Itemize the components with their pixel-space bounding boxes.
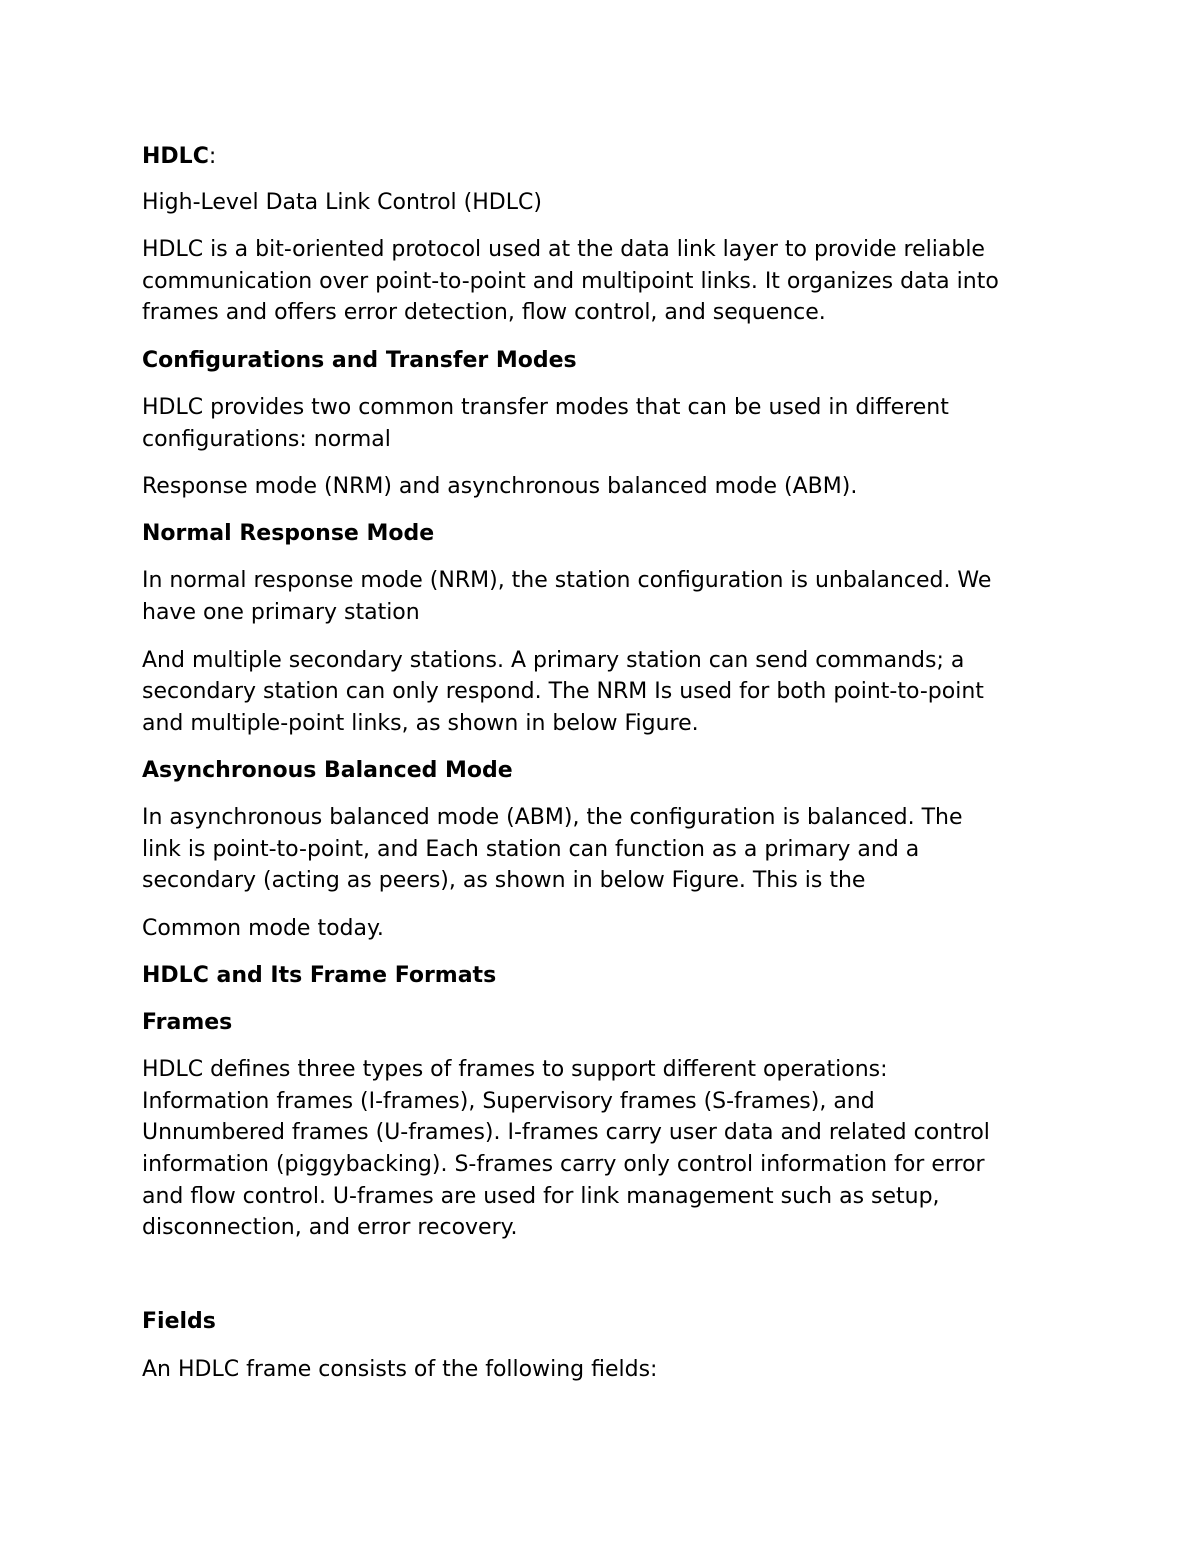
nrm-paragraph-line: And multiple secondary stations. A primary station can send commands; a: [142, 648, 965, 673]
abm-paragraph-line: secondary (acting as peers), as shown in below Figure. This is the: [142, 868, 866, 893]
abm-paragraph-line: link is point-to-point, and Each station can function as a primary and a: [142, 837, 920, 862]
fields-paragraph-line: An HDLC frame consists of the following fields:: [142, 1357, 658, 1382]
document-subtitle: High-Level Data Link Control (HDLC): [142, 190, 542, 215]
section-heading-frames: Frames: [142, 1010, 233, 1035]
nrm-paragraph-line: In normal response mode (NRM), the station configuration is unbalanced. We: [142, 568, 992, 593]
section-heading-configurations: Configurations and Transfer Modes: [142, 348, 577, 373]
title-colon: :: [208, 144, 217, 169]
config-paragraph-line: HDLC provides two common transfer modes that can be used in different: [142, 395, 949, 420]
section-heading-nrm: Normal Response Mode: [142, 521, 435, 546]
nrm-paragraph-line: and multiple-point links, as shown in below Figure.: [142, 711, 699, 736]
abm-paragraph-line: Common mode today.: [142, 916, 384, 941]
section-heading-frame-formats: HDLC and Its Frame Formats: [142, 963, 497, 988]
intro-line: communication over point-to-point and multipoint links. It organizes data into: [142, 269, 999, 294]
frames-paragraph-line: information (piggybacking). S-frames carry only control information for error: [142, 1152, 985, 1177]
frames-paragraph-line: HDLC defines three types of frames to support different operations:: [142, 1057, 888, 1082]
section-heading-abm: Asynchronous Balanced Mode: [142, 758, 513, 783]
frames-paragraph-line: and flow control. U-frames are used for link management such as setup,: [142, 1184, 940, 1209]
section-heading-fields: Fields: [142, 1309, 216, 1334]
document-title: [142, 141, 216, 173]
frames-paragraph-line: Unnumbered frames (U-frames). I-frames carry user data and related control: [142, 1120, 990, 1145]
nrm-paragraph-line: secondary station can only respond. The NRM Is used for both point-to-point: [142, 679, 984, 704]
title-bold-text: HDLC: [142, 144, 209, 169]
config-paragraph-line: configurations: normal: [142, 427, 391, 452]
frames-paragraph-line: Information frames (I-frames), Supervisory frames (S-frames), and: [142, 1089, 875, 1114]
abm-paragraph-line: In asynchronous balanced mode (ABM), the configuration is balanced. The: [142, 805, 963, 830]
config-paragraph-line: Response mode (NRM) and asynchronous balanced mode (ABM).: [142, 474, 858, 499]
frames-paragraph-line: disconnection, and error recovery.: [142, 1215, 518, 1240]
intro-line: HDLC is a bit-oriented protocol used at the data link layer to provide reliable: [142, 237, 985, 262]
nrm-paragraph-line: have one primary station: [142, 600, 420, 625]
intro-line: frames and offers error detection, flow control, and sequence.: [142, 300, 826, 325]
